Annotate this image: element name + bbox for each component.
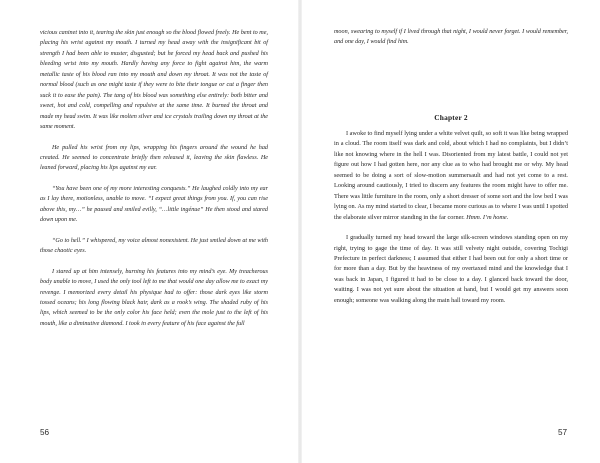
- left-page-text: [40, 28, 268, 329]
- chapter-title: Chapter 2: [434, 113, 468, 122]
- paragraph: I gradually turned my head toward the large silk-screen windows standing open on my right, trying to gage the time of day. It was still velvety night outside, covering Tochigi Prefecture in perfect darkness; I assumed that either I had been out for only a short time or for more than a day. But by the heaviness of my overtaxed mind and the knowledge that I was back in Japan, I figured it had to be close to a day. I glanced back toward the door, waiting. I was not yet sure about the situation at hand, but I would get my answers soon enough; someone was walking along the main hall toward my room.: [334, 234, 568, 304]
- paragraph: I stared up at him intensely, burning his features into my mind’s eye. My treacherous body unable to move, I used the only tool left to me that would one day allow me to exact my revenge. I memorized every detail his physique had to offer: those dark eyes like storm tossed oceans; his long flowing black hair, dark as a rook’s wing. The shaded ruby of his lips, which seemed to be the only color his face held; even the mole just to the left of his mouth, like a diminutive diamond. I took in every feature of his face against the full: [40, 268, 268, 327]
- right-page-text: [334, 129, 568, 306]
- page-number: 56: [40, 428, 50, 437]
- paragraph: [334, 129, 568, 223]
- carryover-text: [334, 27, 568, 48]
- paragraph: moon, swearing to myself if I lived through that night, I would never forget. I would remember, and one day, I would find him.: [334, 29, 568, 46]
- right-page: [300, 0, 600, 463]
- page-number: 57: [558, 428, 568, 437]
- italic-phrase: Hmm. I’m home.: [466, 213, 509, 221]
- paragraph: He pulled his wrist from my lips, wrapping his fingers around the wound he had created. He seemed to concentrate briefly then released it, leaving the skin flawless. He leaned forward, placing his lips against my ear.: [40, 144, 268, 172]
- paragraph: “Go to hell.” I whispered, my voice almost nonexistent. He just smiled down at me with those chaotic eyes.: [40, 237, 268, 255]
- paragraph-text: I awoke to find myself lying under a white velvet quilt, so soft it was like being wrapped in a cloud. The room itself was dark and cold, about which I had no complaints, but I didn’t like not knowing where in the hell I was. Disoriented from my latest battle, I could not yet figure out how I had gotten here, nor any clue as to who had brought me or why. My head seemed to be doing a sort of slow-motion summersault and had not yet come to a rest. Looking around cautiously, I tried to discern any features the room might have to offer me. There was little furniture in the room, only a short dresser of some sort and the low bed I was lying on. As my mind started to clear, I became more curious as to where I was until I spotted the elaborate silver mirror standing in the far corner.: [334, 130, 568, 221]
- paragraph: “You have been one of my more interesting conquests.” He laughed coldly into my ear as I lay there, motionless, unable to move. “I expect great things from you. If, you can rise above this, my…” he paused and smiled evilly, “…little ingénue” He then stood and stared down upon me.: [40, 185, 268, 224]
- paragraph: vicious caninet into it, tearing the skin just enough so the blood flowed freely. He bent to me, placing his wrist against my mouth. I turned my head away with the insignificant bit of strength I had been able to muster, disgusted; but he forced my head back and pushed his bleeding wrist into my mouth. Hardly having any force to fight against him, the warm metallic taste of his blood ran into my mouth and down my throat. It was not the taste of normal blood (such as one might taste if they were to bite their tongue or cut a finger then suck it to ease the pain). The tang of his blood was something else entirely: both bitter and sweet, hot and cold, compelling and repulsive at the same time. It burned the throat and made my head swim. It was like molten silver and ice crystals trailing down my throat at the same moment.: [40, 30, 268, 131]
